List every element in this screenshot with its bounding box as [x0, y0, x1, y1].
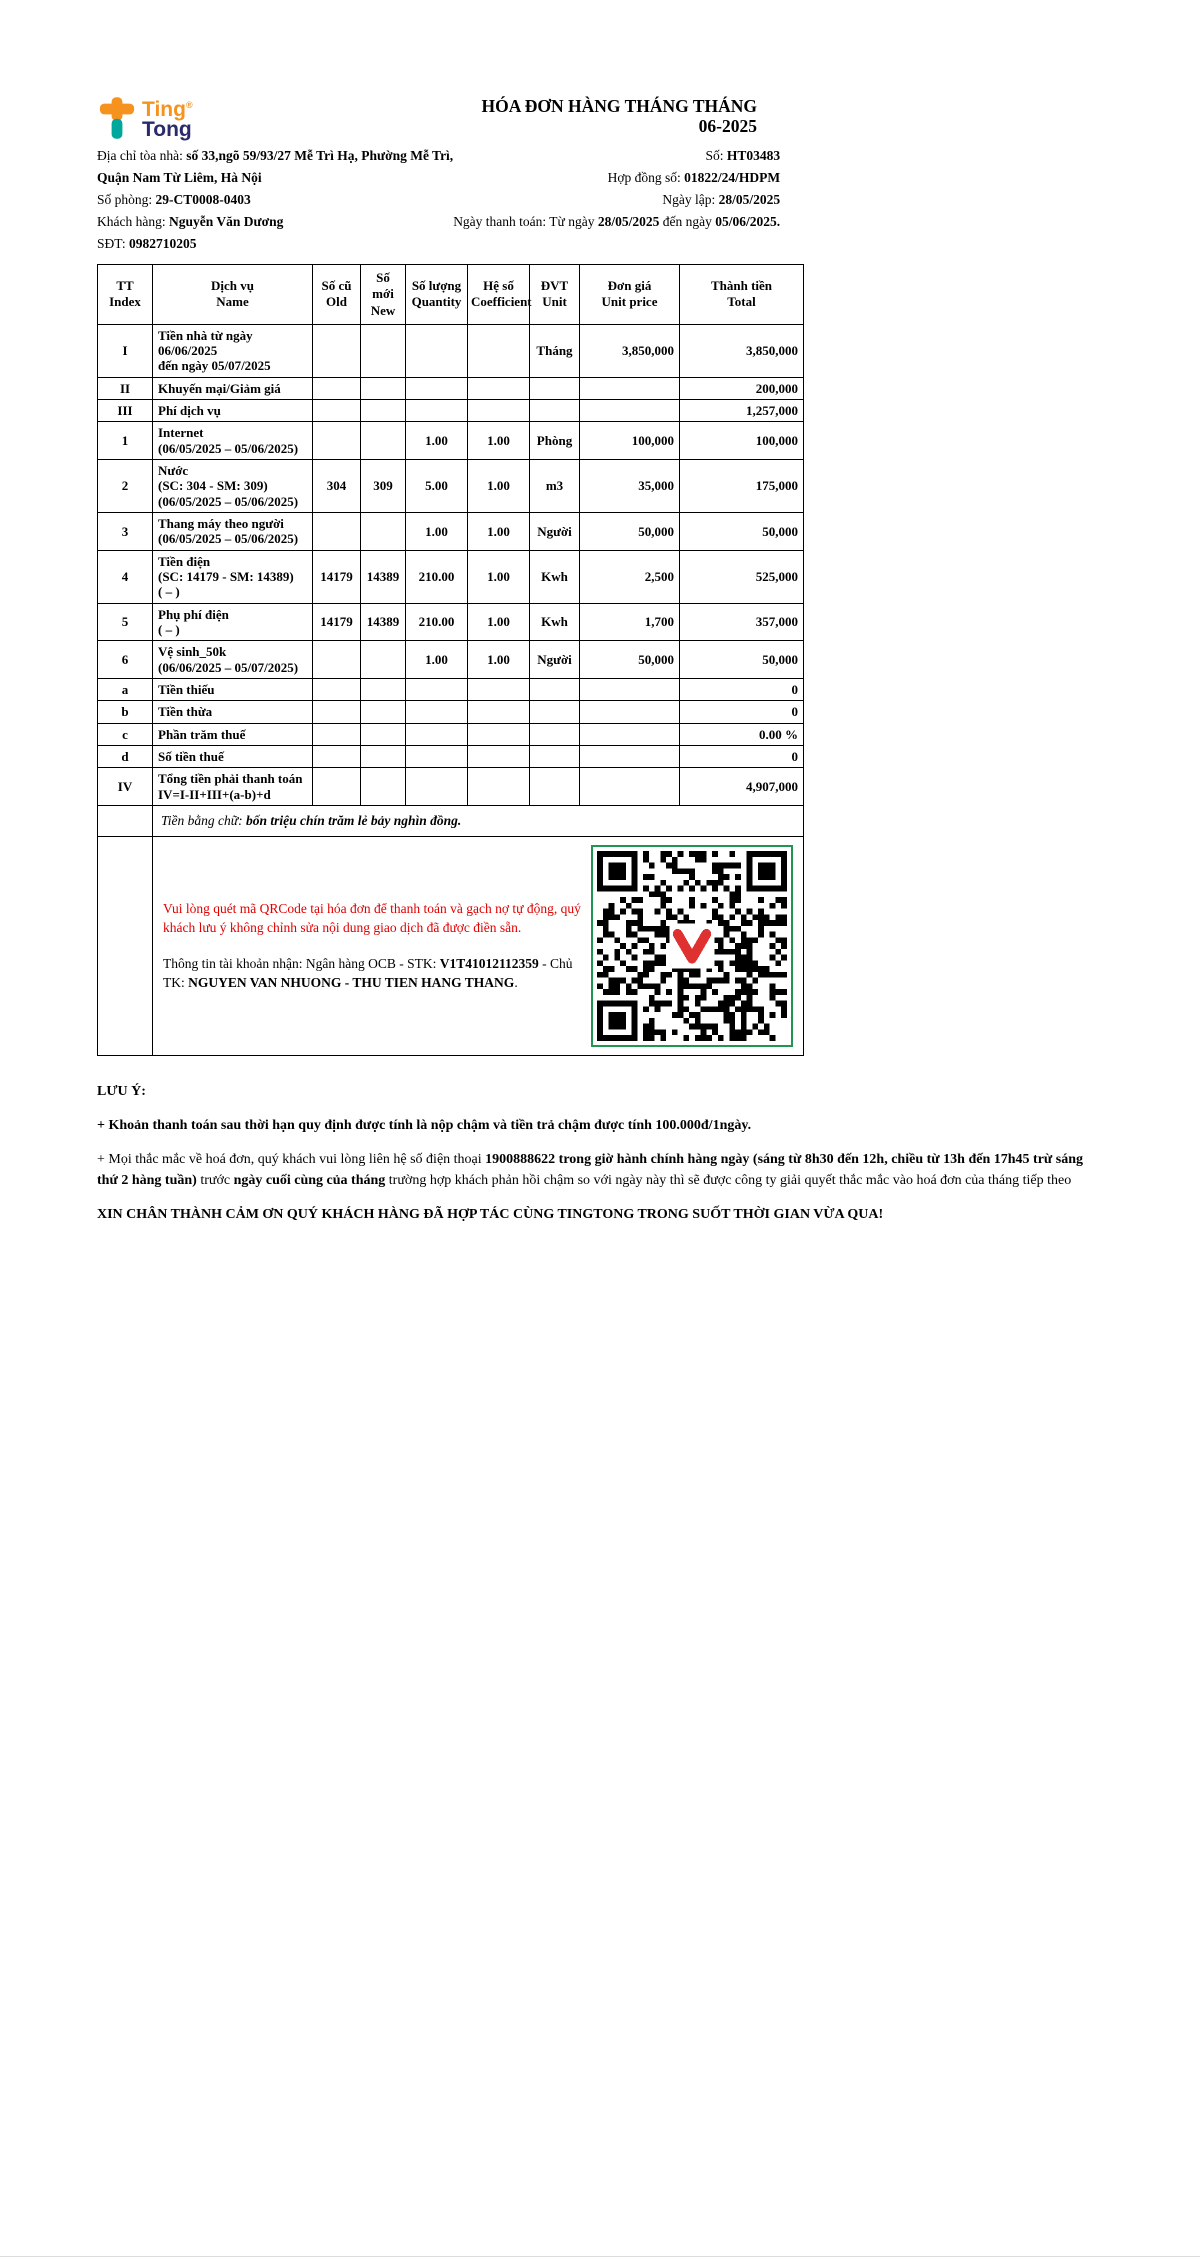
invoice-title: HÓA ĐƠN HÀNG THÁNG THÁNG 06-2025	[481, 96, 757, 137]
issue-date-line	[453, 189, 780, 211]
table-row	[98, 324, 804, 377]
table-cell: 1.00	[468, 460, 530, 513]
table-cell: Internet (06/05/2025 – 05/06/2025)	[153, 422, 313, 460]
table-cell	[580, 701, 680, 723]
table-cell: 0	[680, 701, 804, 723]
table-cell: 175,000	[680, 460, 804, 513]
table-cell: 1.00	[468, 550, 530, 603]
table-cell	[98, 836, 153, 1055]
table-cell	[406, 745, 468, 767]
table-cell: 50,000	[580, 641, 680, 679]
text-run: Ngày lập:	[662, 192, 719, 207]
table-cell	[580, 745, 680, 767]
table-cell	[361, 678, 406, 700]
table-cell: Người	[530, 513, 580, 551]
table-cell	[406, 400, 468, 422]
table-cell: 50,000	[680, 641, 804, 679]
table-cell	[468, 701, 530, 723]
table-cell: III	[98, 400, 153, 422]
text-run: số 33,ngõ 59/93/27 Mễ Trì Hạ, Phường Mễ Trì,	[186, 148, 454, 163]
text-run: 29-CT0008-0403	[155, 192, 251, 207]
qr-code	[591, 845, 793, 1047]
table-cell: 1.00	[406, 513, 468, 551]
table-cell: 525,000	[680, 550, 804, 603]
table-cell	[361, 641, 406, 679]
table-cell: 0.00 %	[680, 723, 804, 745]
column-header: Đơn giá Unit price	[580, 265, 680, 325]
table-row	[98, 641, 804, 679]
table-row	[98, 422, 804, 460]
qr-warning-text: Vui lòng quét mã QRCode tại hóa đơn để thanh toán và gạch nợ tự động, quý khách lưu ý không chỉnh sửa nội dung giao dịch đã được điền sẵn.	[163, 900, 581, 936]
table-cell	[530, 377, 580, 399]
table-cell	[313, 745, 361, 767]
table-cell	[361, 324, 406, 377]
table-cell: Tiền thừa	[153, 701, 313, 723]
text-run: 01822/24/HDPM	[684, 170, 781, 185]
amount-in-words	[153, 805, 804, 836]
text-run: Tiền bằng chữ:	[161, 812, 246, 828]
table-cell: 4	[98, 550, 153, 603]
phone-number-line	[97, 233, 453, 255]
table-cell: Nước (SC: 304 - SM: 309) (06/05/2025 – 05/06/2025)	[153, 460, 313, 513]
table-cell	[580, 768, 680, 806]
table-cell: Tiền điện (SC: 14179 - SM: 14389) ( – )	[153, 550, 313, 603]
text-run: Quận Nam Từ Liêm, Hà Nội	[97, 170, 262, 185]
page-bottom-divider	[0, 2256, 1200, 2257]
table-row	[98, 723, 804, 745]
table-cell: 1,700	[580, 603, 680, 641]
payment-date-line	[453, 211, 780, 233]
table-cell	[313, 422, 361, 460]
table-cell: c	[98, 723, 153, 745]
text-run: Địa chỉ tòa nhà:	[97, 148, 187, 163]
table-cell	[313, 768, 361, 806]
table-cell: Kwh	[530, 603, 580, 641]
customer-name-line	[97, 211, 453, 233]
column-header: ĐVT Unit	[530, 265, 580, 325]
table-cell	[580, 400, 680, 422]
table-cell	[468, 768, 530, 806]
table-cell: 14389	[361, 550, 406, 603]
invoice-table-foot	[98, 805, 804, 1055]
table-cell	[361, 723, 406, 745]
table-cell: 357,000	[680, 603, 804, 641]
table-cell: 1.00	[468, 513, 530, 551]
logo-word-ting: Ting®	[142, 98, 193, 121]
table-cell	[406, 678, 468, 700]
table-cell	[361, 745, 406, 767]
table-cell: 50,000	[680, 513, 804, 551]
table-cell	[530, 678, 580, 700]
table-cell	[530, 701, 580, 723]
table-cell: b	[98, 701, 153, 723]
meta-right	[453, 145, 780, 255]
table-cell: Thang máy theo người (06/05/2025 – 05/06/2025)	[153, 513, 313, 551]
text-run: bốn triệu chín trăm lẻ bảy nghìn đồng.	[245, 812, 462, 828]
table-row	[98, 550, 804, 603]
text-run: Hợp đồng số:	[607, 170, 685, 185]
table-cell: 35,000	[580, 460, 680, 513]
table-cell	[361, 400, 406, 422]
invoice-number-line	[453, 145, 780, 167]
table-cell: 210.00	[406, 603, 468, 641]
text-run: Ngày thanh toán: Từ ngày	[453, 214, 598, 229]
table-cell	[313, 641, 361, 679]
table-cell: 100,000	[580, 422, 680, 460]
text-run: 28/05/2025	[718, 192, 781, 207]
invoice-content	[0, 0, 1103, 1225]
text-run: .	[514, 975, 518, 991]
table-cell: 1.00	[406, 641, 468, 679]
table-row	[98, 678, 804, 700]
meta-left	[97, 145, 453, 255]
building-address-line-1	[97, 145, 453, 167]
table-cell: 14389	[361, 603, 406, 641]
qr-section-cell	[153, 836, 804, 1055]
text-run: + Khoản thanh toán sau thời hạn quy định được tính là nộp chậm và tiền trả chậm được tính 100.000đ/1ngày.	[97, 1118, 752, 1134]
table-cell	[361, 377, 406, 399]
table-cell: 50,000	[580, 513, 680, 551]
table-cell	[468, 745, 530, 767]
qr-row	[98, 836, 804, 1055]
table-row	[98, 513, 804, 551]
table-cell: Phòng	[530, 422, 580, 460]
table-cell: 4,907,000	[680, 768, 804, 806]
table-cell	[580, 723, 680, 745]
table-cell	[406, 701, 468, 723]
table-cell: 14179	[313, 603, 361, 641]
amount-in-words-row	[98, 805, 804, 836]
table-cell: Khuyến mại/Giảm giá	[153, 377, 313, 399]
table-cell	[313, 377, 361, 399]
table-cell: II	[98, 377, 153, 399]
table-cell: m3	[530, 460, 580, 513]
text-run: đến ngày	[659, 214, 716, 229]
late-payment-note	[97, 1116, 1103, 1136]
table-cell: 0	[680, 678, 804, 700]
text-run: V1T41012112359	[439, 955, 539, 971]
table-cell	[530, 768, 580, 806]
table-row	[98, 768, 804, 806]
table-cell	[468, 377, 530, 399]
table-cell	[468, 723, 530, 745]
text-run: Thông tin tài khoản nhận: Ngân hàng OCB - STK:	[163, 955, 440, 971]
table-cell: 3,850,000	[680, 324, 804, 377]
contract-number-line	[453, 167, 780, 189]
table-row	[98, 701, 804, 723]
registered-mark: ®	[185, 100, 193, 110]
table-cell	[313, 723, 361, 745]
table-cell	[580, 678, 680, 700]
text-run: trước	[196, 1172, 234, 1188]
logo-text	[142, 95, 193, 140]
text-run: 28/05/2025	[597, 214, 660, 229]
table-cell	[313, 701, 361, 723]
table-cell	[468, 400, 530, 422]
table-cell	[361, 768, 406, 806]
table-cell: Tháng	[530, 324, 580, 377]
table-cell: 304	[313, 460, 361, 513]
table-cell	[361, 513, 406, 551]
table-cell: Tổng tiền phải thanh toán IV=I-II+III+(a-b)+d	[153, 768, 313, 806]
header-row	[98, 265, 804, 325]
table-cell: 3,850,000	[580, 324, 680, 377]
table-cell	[98, 805, 153, 836]
table-cell	[313, 513, 361, 551]
text-run: HT03483	[726, 148, 781, 163]
table-cell	[530, 723, 580, 745]
table-cell: 1,257,000	[680, 400, 804, 422]
building-address-line-2	[97, 167, 453, 189]
table-cell: 0	[680, 745, 804, 767]
invoice-table-head	[98, 265, 804, 325]
table-cell: 6	[98, 641, 153, 679]
column-header: Số lượng Quantity	[406, 265, 468, 325]
table-cell	[313, 400, 361, 422]
table-cell	[361, 422, 406, 460]
table-cell: Phí dịch vụ	[153, 400, 313, 422]
text-run: trường hợp khách phản hồi chậm so với ngày này thì sẽ được công ty giải quyết thắc mắc vào hoá đơn của tháng tiếp theo	[385, 1172, 1072, 1188]
table-cell: 1.00	[406, 422, 468, 460]
text-run: 0982710205	[128, 236, 197, 251]
hotline-note	[97, 1150, 1103, 1191]
table-cell	[361, 701, 406, 723]
tingtong-logo	[99, 95, 193, 140]
invoice-table	[97, 264, 804, 1056]
room-number-line	[97, 189, 453, 211]
table-cell	[313, 678, 361, 700]
table-cell: 1.00	[468, 422, 530, 460]
table-cell: a	[98, 678, 153, 700]
table-cell: 14179	[313, 550, 361, 603]
table-cell: Tiền nhà từ ngày 06/06/2025 đến ngày 05/07/2025	[153, 324, 313, 377]
table-cell: I	[98, 324, 153, 377]
header	[97, 95, 757, 139]
table-cell	[313, 324, 361, 377]
table-cell: 210.00	[406, 550, 468, 603]
text-run: Nguyễn Văn Dương	[168, 214, 284, 229]
table-cell: 200,000	[680, 377, 804, 399]
table-cell	[580, 377, 680, 399]
text-run: + Mọi thắc mắc về hoá đơn, quý khách vui lòng liên hệ số điện thoại	[97, 1152, 486, 1168]
text-run: Số:	[705, 148, 727, 163]
table-cell: 1.00	[468, 603, 530, 641]
table-cell	[530, 400, 580, 422]
table-cell: 2	[98, 460, 153, 513]
qr-code-image	[597, 851, 787, 1041]
table-cell: 5	[98, 603, 153, 641]
table-cell	[530, 745, 580, 767]
invoice-table-body	[98, 324, 804, 805]
tingtong-logo-icon	[99, 96, 135, 140]
table-cell	[468, 678, 530, 700]
table-cell: Người	[530, 641, 580, 679]
text-run: - Chủ TK:	[163, 955, 573, 991]
table-cell: 100,000	[680, 422, 804, 460]
table-cell: Tiền thiếu	[153, 678, 313, 700]
thanks-note: XIN CHÂN THÀNH CẢM ƠN QUÝ KHÁCH HÀNG ĐÃ HỢP TÁC CÙNG TINGTONG TRONG SUỐT THỜI GIAN VỪA QUA!	[97, 1207, 884, 1223]
table-cell: Kwh	[530, 550, 580, 603]
text-run: 05/06/2025.	[715, 214, 781, 229]
table-cell: Vệ sinh_50k (06/06/2025 – 05/07/2025)	[153, 641, 313, 679]
column-header: TT Index	[98, 265, 153, 325]
column-header: Số cũ Old	[313, 265, 361, 325]
table-cell: d	[98, 745, 153, 767]
table-cell: Phần trăm thuế	[153, 723, 313, 745]
table-cell	[468, 324, 530, 377]
column-header: Số mới New	[361, 265, 406, 325]
table-cell	[406, 723, 468, 745]
column-header: Dịch vụ Name	[153, 265, 313, 325]
table-row	[98, 603, 804, 641]
table-cell: 1.00	[468, 641, 530, 679]
text-run: NGUYEN VAN NHUONG - THU TIEN HANG THANG	[188, 975, 515, 991]
invoice-meta	[97, 145, 781, 255]
table-cell: 5.00	[406, 460, 468, 513]
table-cell: Số tiền thuế	[153, 745, 313, 767]
table-cell: Phụ phí điện ( – )	[153, 603, 313, 641]
table-cell: 3	[98, 513, 153, 551]
column-header: Thành tiền Total	[680, 265, 804, 325]
table-row	[98, 460, 804, 513]
text-run: Số phòng:	[97, 192, 156, 207]
table-row	[98, 377, 804, 399]
table-cell	[406, 377, 468, 399]
text-run: 1900888622 trong giờ hành chính hàng ngày (sáng từ 8h30 đến 12h, chiều từ 13h đến 17h45 trừ sáng thứ 2 hàng tuần)	[97, 1152, 1084, 1188]
table-row	[98, 745, 804, 767]
text-run: SĐT:	[97, 236, 129, 251]
table-cell: 309	[361, 460, 406, 513]
column-header: Hệ số Coefficient	[468, 265, 530, 325]
logo-word-tong: Tong	[142, 118, 192, 141]
table-cell	[406, 768, 468, 806]
account-info-text	[163, 954, 591, 993]
qr-instruction-block	[163, 899, 591, 993]
text-run: Khách hàng:	[97, 214, 169, 229]
notes-heading: LƯU Ý:	[97, 1083, 146, 1099]
table-row	[98, 400, 804, 422]
table-cell	[406, 324, 468, 377]
table-cell: 1	[98, 422, 153, 460]
table-cell: 2,500	[580, 550, 680, 603]
table-cell: IV	[98, 768, 153, 806]
text-run: ngày cuối cùng của tháng	[233, 1172, 386, 1188]
footer-notes	[97, 1082, 1103, 1225]
